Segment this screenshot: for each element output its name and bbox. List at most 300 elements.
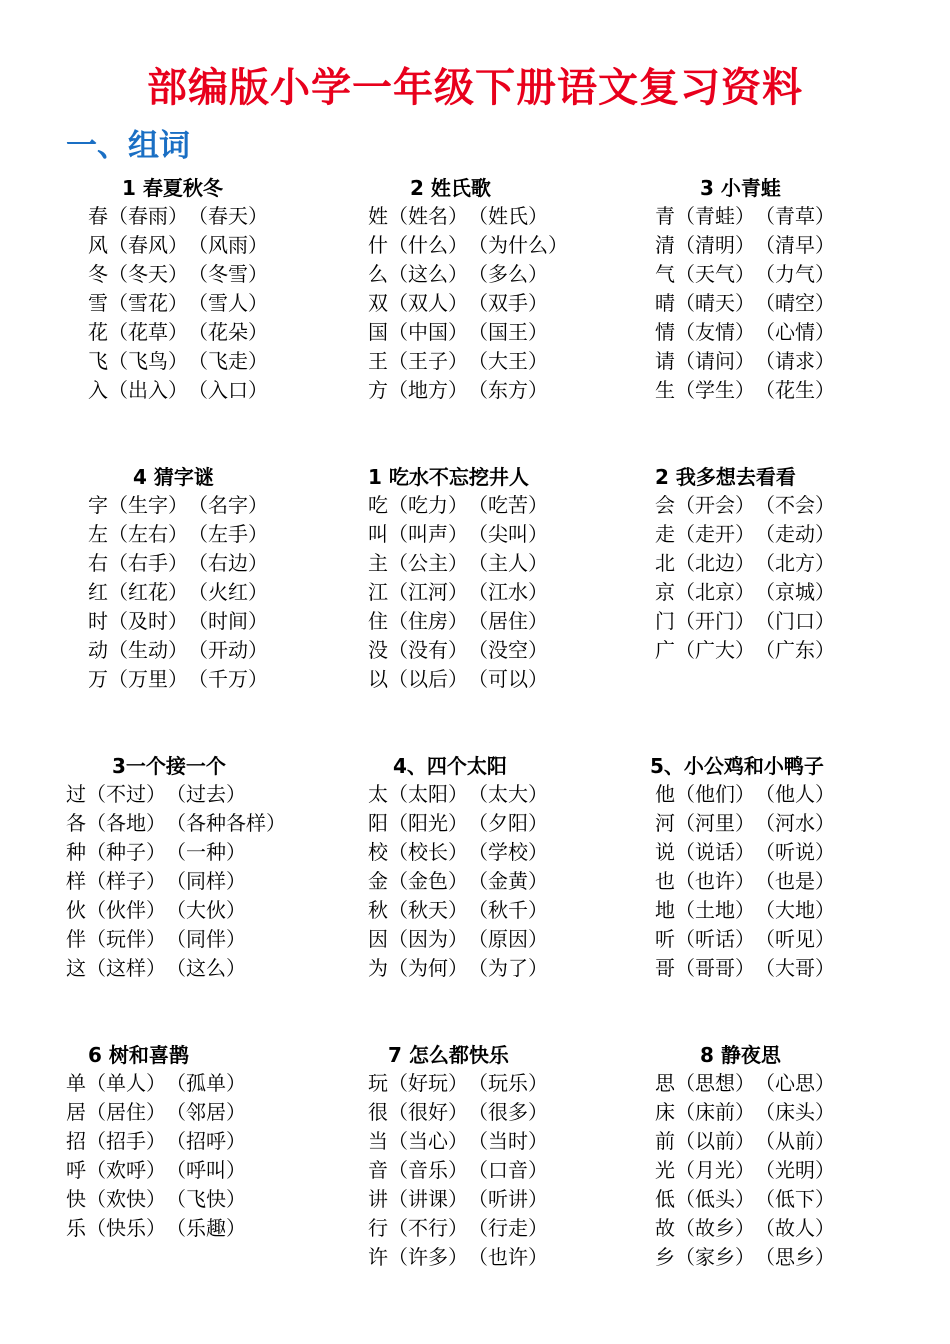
word-1: （青蛙） xyxy=(675,204,755,228)
char: 许 xyxy=(368,1245,388,1269)
word-row xyxy=(655,1098,835,1127)
word-2: （飞快） xyxy=(166,1187,246,1211)
word-2: （过去） xyxy=(166,782,246,806)
word-1: （为何） xyxy=(388,956,468,980)
word-2: （大地） xyxy=(755,898,835,922)
word-2: （东方） xyxy=(468,378,548,402)
word-2: （火红） xyxy=(188,580,268,604)
word-1: （家乡） xyxy=(675,1245,755,1269)
char: 说 xyxy=(655,840,675,864)
word-2: （口音） xyxy=(468,1158,548,1182)
word-1: （春风） xyxy=(108,233,188,257)
char: 讲 xyxy=(368,1187,388,1211)
word-1: （快乐） xyxy=(86,1216,166,1240)
lesson-title: 2 姓氏歌 xyxy=(410,176,491,200)
char: 情 xyxy=(655,320,675,344)
word-1: （不行） xyxy=(388,1216,468,1240)
char: 生 xyxy=(655,378,675,402)
char: 雪 xyxy=(88,291,108,315)
word-row xyxy=(655,838,835,867)
word-1: （请问） xyxy=(675,349,755,373)
word-1: （招手） xyxy=(86,1129,166,1153)
word-1: （开会） xyxy=(675,493,755,517)
word-2: （春天） xyxy=(188,204,268,228)
word-2: （当时） xyxy=(468,1129,548,1153)
word-1: （伙伴） xyxy=(86,898,166,922)
word-row xyxy=(66,1214,246,1243)
word-row xyxy=(655,202,835,231)
word-1: （生字） xyxy=(108,493,188,517)
word-row xyxy=(66,925,286,954)
char: 双 xyxy=(368,291,388,315)
char: 么 xyxy=(368,262,388,286)
word-row xyxy=(368,578,548,607)
char: 种 xyxy=(66,840,86,864)
word-1: （这样） xyxy=(86,956,166,980)
word-row xyxy=(655,549,835,578)
word-2: （请求） xyxy=(755,349,835,373)
char: 低 xyxy=(655,1187,675,1211)
word-1: （哥哥） xyxy=(675,956,755,980)
word-2: （北方） xyxy=(755,551,835,575)
word-1: （这么） xyxy=(388,262,468,286)
char: 走 xyxy=(655,522,675,546)
char: 哥 xyxy=(655,956,675,980)
word-row xyxy=(655,1185,835,1214)
word-row xyxy=(655,925,835,954)
word-2: （床头） xyxy=(755,1100,835,1124)
word-row xyxy=(66,896,286,925)
word-1: （清明） xyxy=(675,233,755,257)
word-row xyxy=(368,1185,548,1214)
word-2: （走动） xyxy=(755,522,835,546)
word-2: （也是） xyxy=(755,869,835,893)
char: 万 xyxy=(88,667,108,691)
char: 风 xyxy=(88,233,108,257)
word-1: （吃力） xyxy=(388,493,468,517)
word-2: （大哥） xyxy=(755,956,835,980)
word-2: （这么） xyxy=(166,956,246,980)
word-row xyxy=(66,809,286,838)
char: 没 xyxy=(368,638,388,662)
word-2: （玩乐） xyxy=(468,1071,548,1095)
word-1: （公主） xyxy=(388,551,468,575)
word-2: （花生） xyxy=(755,378,835,402)
char: 招 xyxy=(66,1129,86,1153)
word-1: （没有） xyxy=(388,638,468,662)
word-2: （心情） xyxy=(755,320,835,344)
word-1: （玩伴） xyxy=(86,927,166,951)
word-2: （晴空） xyxy=(755,291,835,315)
word-2: （京城） xyxy=(755,580,835,604)
word-row xyxy=(368,607,548,636)
lesson-title: 4、四个太阳 xyxy=(393,754,507,778)
word-row xyxy=(655,231,835,260)
char: 时 xyxy=(88,609,108,633)
char: 故 xyxy=(655,1216,675,1240)
word-row xyxy=(66,867,286,896)
word-1: （他们） xyxy=(675,782,755,806)
word-1: （也许） xyxy=(675,869,755,893)
word-2: （国王） xyxy=(468,320,548,344)
word-row xyxy=(655,347,835,376)
word-2: （广东） xyxy=(755,638,835,662)
char: 过 xyxy=(66,782,86,806)
word-2: （飞走） xyxy=(188,349,268,373)
word-list xyxy=(368,491,548,694)
word-1: （许多） xyxy=(388,1245,468,1269)
word-2: （开动） xyxy=(188,638,268,662)
word-2: （尖叫） xyxy=(468,522,548,546)
word-row xyxy=(368,520,548,549)
word-list xyxy=(88,202,268,405)
char: 叫 xyxy=(368,522,388,546)
word-row xyxy=(66,838,286,867)
word-2: （呼叫） xyxy=(166,1158,246,1182)
word-2: （花朵） xyxy=(188,320,268,344)
char: 春 xyxy=(88,204,108,228)
word-1: （左右） xyxy=(108,522,188,546)
word-2: （名字） xyxy=(188,493,268,517)
char: 呼 xyxy=(66,1158,86,1182)
char: 江 xyxy=(368,580,388,604)
word-1: （双人） xyxy=(388,291,468,315)
word-1: （低头） xyxy=(675,1187,755,1211)
word-row xyxy=(368,491,548,520)
word-1: （欢快） xyxy=(86,1187,166,1211)
word-list xyxy=(655,1069,835,1272)
word-1: （太阳） xyxy=(388,782,468,806)
char: 各 xyxy=(66,811,86,835)
word-list xyxy=(66,1069,246,1243)
word-row xyxy=(368,260,568,289)
char: 会 xyxy=(655,493,675,517)
word-row xyxy=(88,549,268,578)
word-2: （学校） xyxy=(468,840,548,864)
word-row xyxy=(655,1069,835,1098)
word-row xyxy=(66,1156,246,1185)
char: 很 xyxy=(368,1100,388,1124)
word-row xyxy=(368,1098,548,1127)
word-1: （很好） xyxy=(388,1100,468,1124)
word-2: （听见） xyxy=(755,927,835,951)
word-row xyxy=(368,318,568,347)
word-1: （思想） xyxy=(675,1071,755,1095)
word-2: （太大） xyxy=(468,782,548,806)
word-list xyxy=(368,780,548,983)
word-row xyxy=(368,347,568,376)
word-row xyxy=(655,520,835,549)
word-row xyxy=(655,578,835,607)
word-1: （以前） xyxy=(675,1129,755,1153)
word-2: （听讲） xyxy=(468,1187,548,1211)
word-1: （冬天） xyxy=(108,262,188,286)
char: 音 xyxy=(368,1158,388,1182)
word-row xyxy=(88,318,268,347)
word-list xyxy=(66,780,286,983)
word-row xyxy=(655,1214,835,1243)
word-1: （秋天） xyxy=(388,898,468,922)
word-1: （不过） xyxy=(86,782,166,806)
word-row xyxy=(368,867,548,896)
word-1: （天气） xyxy=(675,262,755,286)
word-2: （故人） xyxy=(755,1216,835,1240)
word-1: （友情） xyxy=(675,320,755,344)
word-1: （居住） xyxy=(86,1100,166,1124)
word-2: （清早） xyxy=(755,233,835,257)
word-2: （为了） xyxy=(468,956,548,980)
char: 青 xyxy=(655,204,675,228)
word-2: （右边） xyxy=(188,551,268,575)
char: 王 xyxy=(368,349,388,373)
word-list xyxy=(655,491,835,665)
word-row xyxy=(368,896,548,925)
word-1: （当心） xyxy=(388,1129,468,1153)
word-2: （千万） xyxy=(188,667,268,691)
word-1: （讲课） xyxy=(388,1187,468,1211)
char: 方 xyxy=(368,378,388,402)
word-2: （夕阳） xyxy=(468,811,548,835)
char: 动 xyxy=(88,638,108,662)
word-row xyxy=(66,780,286,809)
word-row xyxy=(88,636,268,665)
word-row xyxy=(368,925,548,954)
word-row xyxy=(88,578,268,607)
word-row xyxy=(368,231,568,260)
word-row xyxy=(368,1214,548,1243)
word-1: （中国） xyxy=(388,320,468,344)
word-2: （冬雪） xyxy=(188,262,268,286)
word-row xyxy=(368,376,568,405)
lesson-title: 4 猜字谜 xyxy=(133,465,214,489)
word-row xyxy=(368,202,568,231)
char: 吃 xyxy=(368,493,388,517)
word-row xyxy=(655,1156,835,1185)
char: 姓 xyxy=(368,204,388,228)
word-row xyxy=(88,260,268,289)
word-2: （心思） xyxy=(755,1071,835,1095)
char: 他 xyxy=(655,782,675,806)
word-row xyxy=(368,1156,548,1185)
word-1: （欢呼） xyxy=(86,1158,166,1182)
word-1: （单人） xyxy=(86,1071,166,1095)
word-2: （他人） xyxy=(755,782,835,806)
word-1: （河里） xyxy=(675,811,755,835)
word-row xyxy=(655,607,835,636)
word-2: （思乡） xyxy=(755,1245,835,1269)
word-1: （走开） xyxy=(675,522,755,546)
word-1: （晴天） xyxy=(675,291,755,315)
word-2: （河水） xyxy=(755,811,835,835)
word-2: （很多） xyxy=(468,1100,548,1124)
word-1: （万里） xyxy=(108,667,188,691)
word-1: （住房） xyxy=(388,609,468,633)
lesson-title: 3一个接一个 xyxy=(112,754,226,778)
word-2: （力气） xyxy=(755,262,835,286)
word-1: （因为） xyxy=(388,927,468,951)
word-2: （多么） xyxy=(468,262,548,286)
word-1: （春雨） xyxy=(108,204,188,228)
word-1: （以后） xyxy=(388,667,468,691)
word-2: （时间） xyxy=(188,609,268,633)
char: 也 xyxy=(655,869,675,893)
word-2: （同伴） xyxy=(166,927,246,951)
char: 以 xyxy=(368,667,388,691)
char: 什 xyxy=(368,233,388,257)
char: 光 xyxy=(655,1158,675,1182)
lesson-title: 1 吃水不忘挖井人 xyxy=(368,465,529,489)
word-row xyxy=(88,347,268,376)
char: 门 xyxy=(655,609,675,633)
char: 听 xyxy=(655,927,675,951)
char: 红 xyxy=(88,580,108,604)
word-row xyxy=(655,954,835,983)
char: 当 xyxy=(368,1129,388,1153)
word-row xyxy=(66,1185,246,1214)
word-1: （右手） xyxy=(108,551,188,575)
char: 广 xyxy=(655,638,675,662)
char: 请 xyxy=(655,349,675,373)
word-1: （地方） xyxy=(388,378,468,402)
page-title: 部编版小学一年级下册语文复习资料 xyxy=(147,65,803,111)
char: 地 xyxy=(655,898,675,922)
word-row xyxy=(655,1243,835,1272)
word-row xyxy=(655,780,835,809)
word-2: （没空） xyxy=(468,638,548,662)
word-1: （金色） xyxy=(388,869,468,893)
word-row xyxy=(368,809,548,838)
char: 京 xyxy=(655,580,675,604)
word-2: （青草） xyxy=(755,204,835,228)
word-2: （从前） xyxy=(755,1129,835,1153)
word-2: （门口） xyxy=(755,609,835,633)
word-1: （校长） xyxy=(388,840,468,864)
word-1: （开门） xyxy=(675,609,755,633)
word-2: （不会） xyxy=(755,493,835,517)
word-1: （听话） xyxy=(675,927,755,951)
char: 冬 xyxy=(88,262,108,286)
char: 乡 xyxy=(655,1245,675,1269)
word-1: （江河） xyxy=(388,580,468,604)
word-2: （听说） xyxy=(755,840,835,864)
word-2: （雪人） xyxy=(188,291,268,315)
word-row xyxy=(88,665,268,694)
word-row xyxy=(88,607,268,636)
word-1: （姓名） xyxy=(388,204,468,228)
char: 金 xyxy=(368,869,388,893)
word-1: （故乡） xyxy=(675,1216,755,1240)
word-row xyxy=(368,780,548,809)
char: 气 xyxy=(655,262,675,286)
word-row xyxy=(368,665,548,694)
char: 样 xyxy=(66,869,86,893)
word-1: （学生） xyxy=(675,378,755,402)
char: 快 xyxy=(66,1187,86,1211)
char: 这 xyxy=(66,956,86,980)
word-1: （各地） xyxy=(86,811,166,835)
lesson-title: 6 树和喜鹊 xyxy=(88,1043,189,1067)
word-row xyxy=(655,260,835,289)
word-row xyxy=(88,491,268,520)
word-2: （风雨） xyxy=(188,233,268,257)
word-row xyxy=(88,231,268,260)
word-2: （秋千） xyxy=(468,898,548,922)
word-2: （同样） xyxy=(166,869,246,893)
char: 思 xyxy=(655,1071,675,1095)
word-2: （入口） xyxy=(188,378,268,402)
word-1: （北边） xyxy=(675,551,755,575)
char: 为 xyxy=(368,956,388,980)
char: 校 xyxy=(368,840,388,864)
word-row xyxy=(655,867,835,896)
word-1: （及时） xyxy=(108,609,188,633)
word-row xyxy=(368,954,548,983)
char: 伴 xyxy=(66,927,86,951)
word-row xyxy=(88,520,268,549)
word-row xyxy=(66,954,286,983)
word-row xyxy=(66,1069,246,1098)
word-2: （原因） xyxy=(468,927,548,951)
word-row xyxy=(368,549,548,578)
word-2: （各种各样） xyxy=(166,811,286,835)
word-2: （光明） xyxy=(755,1158,835,1182)
word-2: （居住） xyxy=(468,609,548,633)
char: 单 xyxy=(66,1071,86,1095)
char: 河 xyxy=(655,811,675,835)
word-row xyxy=(88,202,268,231)
word-1: （红花） xyxy=(108,580,188,604)
word-2: （江水） xyxy=(468,580,548,604)
word-2: （邻居） xyxy=(166,1100,246,1124)
char: 居 xyxy=(66,1100,86,1124)
word-row xyxy=(368,636,548,665)
char: 飞 xyxy=(88,349,108,373)
word-2: （金黄） xyxy=(468,869,548,893)
word-1: （音乐） xyxy=(388,1158,468,1182)
char: 玩 xyxy=(368,1071,388,1095)
char: 伙 xyxy=(66,898,86,922)
word-1: （雪花） xyxy=(108,291,188,315)
word-1: （花草） xyxy=(108,320,188,344)
char: 因 xyxy=(368,927,388,951)
word-row xyxy=(655,896,835,925)
word-row xyxy=(66,1127,246,1156)
word-row xyxy=(655,1127,835,1156)
word-2: （招呼） xyxy=(166,1129,246,1153)
word-row xyxy=(368,1243,548,1272)
word-row xyxy=(368,1127,548,1156)
word-1: （土地） xyxy=(675,898,755,922)
char: 晴 xyxy=(655,291,675,315)
word-row xyxy=(655,491,835,520)
word-2: （大伙） xyxy=(166,898,246,922)
char: 床 xyxy=(655,1100,675,1124)
lesson-title: 1 春夏秋冬 xyxy=(122,176,223,200)
word-row xyxy=(655,636,835,665)
word-row xyxy=(88,376,268,405)
char: 乐 xyxy=(66,1216,86,1240)
word-row xyxy=(368,838,548,867)
word-list xyxy=(655,780,835,983)
word-2: （姓氏） xyxy=(468,204,548,228)
char: 主 xyxy=(368,551,388,575)
char: 太 xyxy=(368,782,388,806)
word-1: （什么） xyxy=(388,233,468,257)
word-2: （孤单） xyxy=(166,1071,246,1095)
lesson-title: 3 小青蛙 xyxy=(700,176,781,200)
char: 北 xyxy=(655,551,675,575)
word-1: （说话） xyxy=(675,840,755,864)
